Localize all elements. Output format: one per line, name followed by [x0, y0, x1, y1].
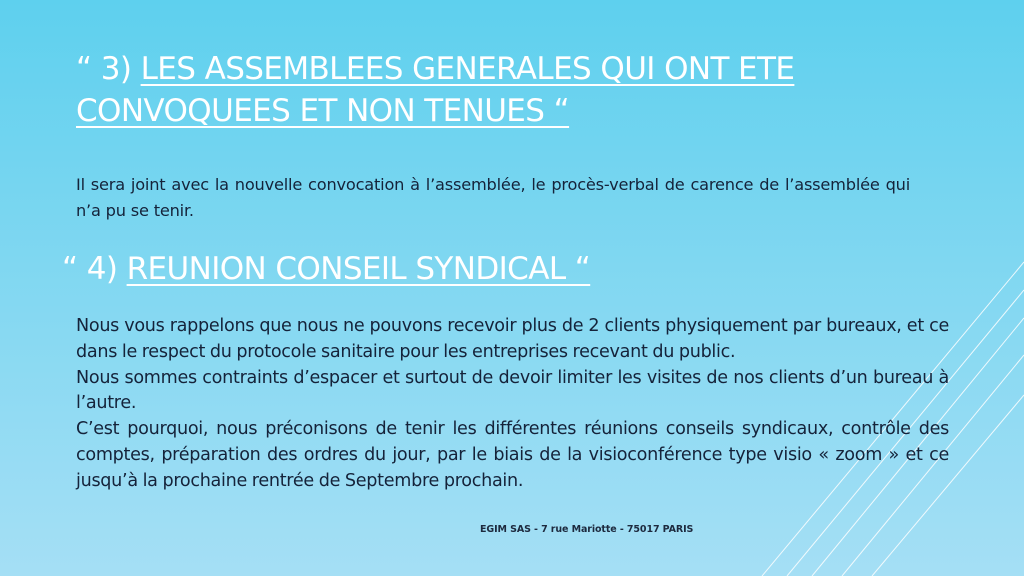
section-3-body: Il sera joint avec la nouvelle convocation à l’assemblée, le procès-verbal de carence de l’assemblée qui n’a pu se tenir.	[76, 175, 910, 220]
section-4-title-text: REUNION CONSEIL SYNDICAL “	[126, 251, 591, 287]
section-3-title-line-1	[76, 48, 794, 90]
section-3-quote-number: “ 3)	[76, 51, 141, 87]
section-4-body	[76, 314, 949, 495]
section-4-paragraph-1: Nous vous rappelons que nous ne pouvons recevoir plus de 2 clients physiquement par bureaux, et ce dans le respect du protocole sanitaire pour les entreprises recevant du public.	[76, 316, 949, 362]
section-3-title-text-2: CONVOQUEES ET NON TENUES “	[76, 93, 570, 129]
section-4-paragraph-2: Nous sommes contraints d’espacer et surtout de devoir limiter les visites de nos clients d’un bureau à l’autre.	[76, 367, 949, 414]
section-3-title	[76, 48, 794, 132]
section-4-quote-number: “ 4)	[62, 251, 127, 287]
footer-address: EGIM SAS - 7 rue Mariotte - 75017 PARIS	[480, 524, 694, 535]
section-4-paragraph-3: C’est pourquoi, nous préconisons de tenir les différentes réunions conseils syndicaux, contrôle des comptes, préparation des ordres du jour, par le biais de la visioconférence type visio « zoom » et ce jusqu’à la prochaine rentrée de Septembre prochain.	[76, 419, 949, 491]
section-3-title-line-2	[76, 90, 794, 132]
section-4-title	[62, 248, 590, 290]
section-3-title-text-1: LES ASSEMBLEES GENERALES QUI ONT ETE	[140, 51, 795, 87]
